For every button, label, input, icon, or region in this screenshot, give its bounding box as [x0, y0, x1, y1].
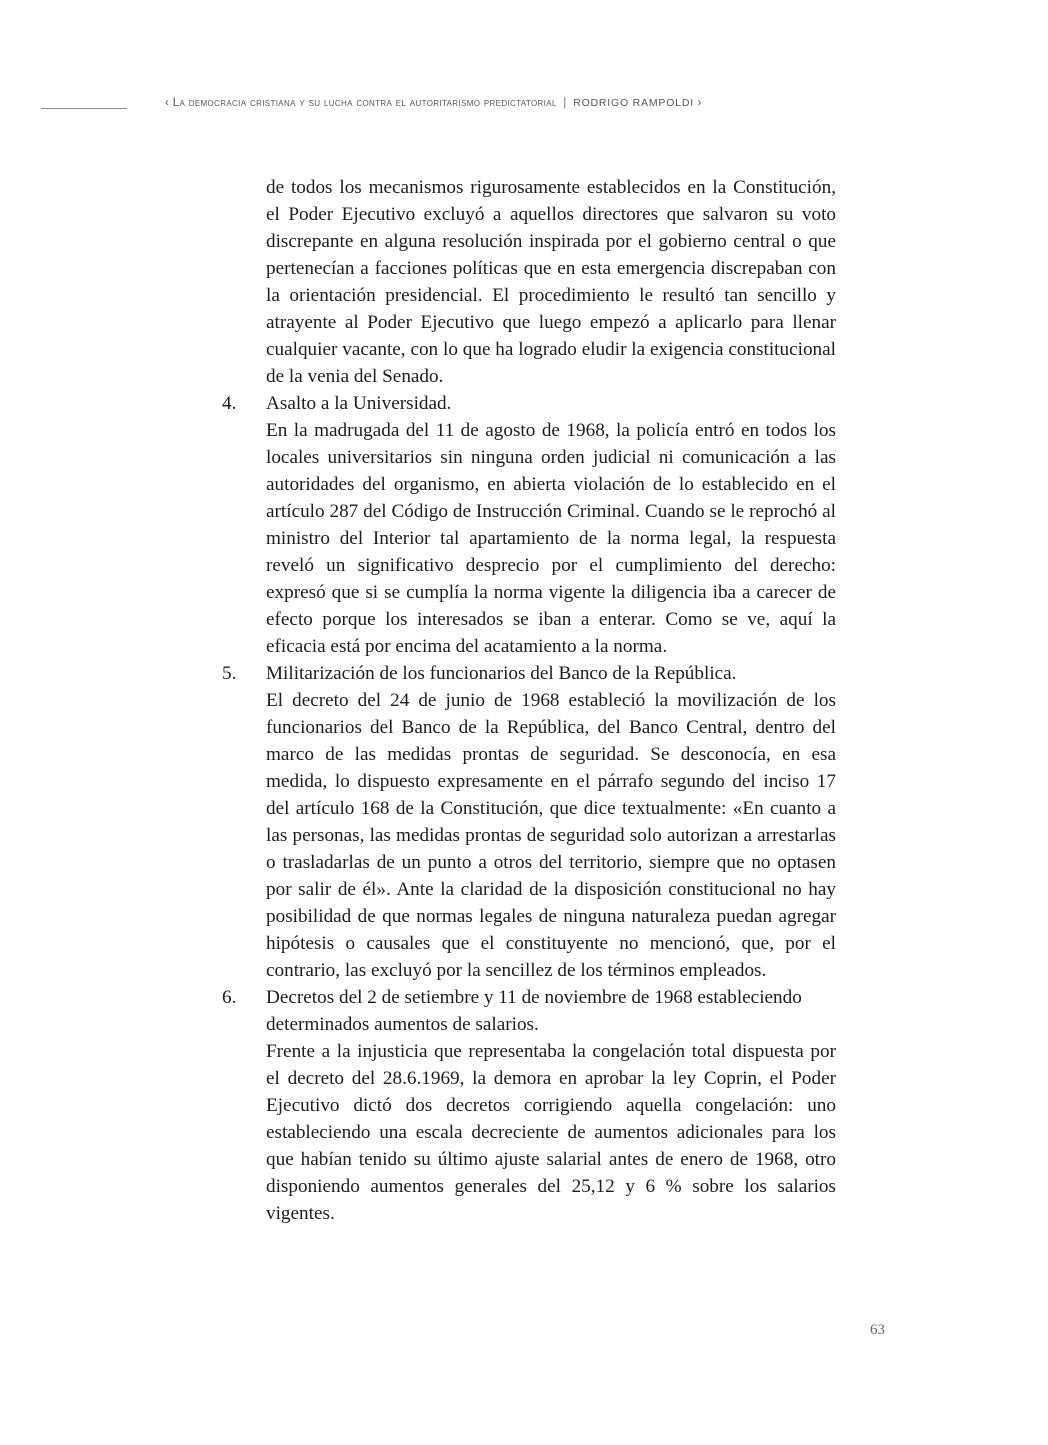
- list-item: [222, 660, 836, 984]
- list-item-text: Frente a la injusticia que representaba la congelación total dispuesta por el decreto del 28.6.1969, la demora en aprobar la ley Coprin, el Poder Ejecutivo dictó dos decretos corrigiendo aquella congelación: uno estableciendo una escala decreciente de aumentos adicionales para los que habían tenido su último ajuste salarial antes de enero de 1968, otro disponiendo aumentos generales del 25,12 y 6 % sobre los salarios vigentes.: [266, 1041, 836, 1224]
- list-item-number: 4.: [222, 393, 237, 414]
- list-item-heading: Militarización de los funcionarios del Banco de la República.: [266, 663, 737, 684]
- list-item: [222, 390, 836, 660]
- running-head-author: RODRIGO RAMPOLDI: [573, 97, 694, 109]
- page-number: 63: [870, 1322, 885, 1338]
- running-head-title: La democracia cristiana y su lucha contra el autoritarismo predictatorial: [172, 97, 557, 109]
- list-item-number: 6.: [222, 987, 237, 1008]
- list-item-text: En la madrugada del 11 de agosto de 1968, la policía entró en todos los locales universitarios sin ninguna orden judicial ni comunicación a las autoridades del organismo, en abierta violación de lo establecido en el artículo 287 del Código de Instrucción Criminal. Cuando se le reprochó al ministro del Interior tal apartamiento de la norma legal, la respuesta reveló un significativo desprecio por el cumplimiento del derecho: expresó que si se cumplía la norma vigente la diligencia iba a carecer de efecto porque los interesados se iban a enterar. Como se ve, aquí la eficacia está por encima del acatamiento a la norma.: [266, 420, 836, 657]
- header-rule: [41, 108, 127, 109]
- running-head: [165, 97, 840, 109]
- list-item-number: 5.: [222, 663, 237, 684]
- list-item-heading: Decretos del 2 de setiembre y 11 de noviembre de 1968 estableciendo determinados aumentos de salarios.: [266, 987, 802, 1035]
- list-item: [222, 984, 836, 1227]
- running-head-open-mark: ‹: [165, 97, 170, 109]
- list-item-heading: Asalto a la Universidad.: [266, 393, 452, 414]
- running-head-separator: |: [563, 97, 567, 109]
- running-head-close-mark: ›: [697, 97, 702, 109]
- body-text: [222, 174, 836, 1227]
- list-item-text: El decreto del 24 de junio de 1968 estableció la movilización de los funcionarios del Banco de la República, del Banco Central, dentro del marco de las medidas prontas de seguridad. Se desconocía, en esa medida, lo dispuesto expresamente en el párrafo segundo del inciso 17 del artículo 168 de la Constitución, que dice textualmente: «En cuanto a las personas, las medidas prontas de seguridad solo autorizan a arrestarlas o trasladarlas de un punto a otros del territorio, siempre que no optasen por salir de él». Ante la claridad de la disposición constitucional no hay posibilidad de que normas legales de ninguna naturaleza puedan agregar hipótesis o causales que el constituyente no mencionó, que, por el contrario, las excluyó por la sencillez de los términos empleados.: [266, 690, 836, 981]
- continuation-paragraph: de todos los mecanismos rigurosamente establecidos en la Constitución, el Poder Ejecutivo excluyó a aquellos directores que salvaron su voto discrepante en alguna resolución inspirada por el gobierno central o que pertenecían a facciones políticas que en esta emergencia discrepaban con la orientación presidencial. El procedimiento le resultó tan sencillo y atrayente al Poder Ejecutivo que luego empezó a aplicarlo para llenar cualquier vacante, con lo que ha logrado eludir la exigencia constitucional de la venia del Senado.: [266, 177, 836, 387]
